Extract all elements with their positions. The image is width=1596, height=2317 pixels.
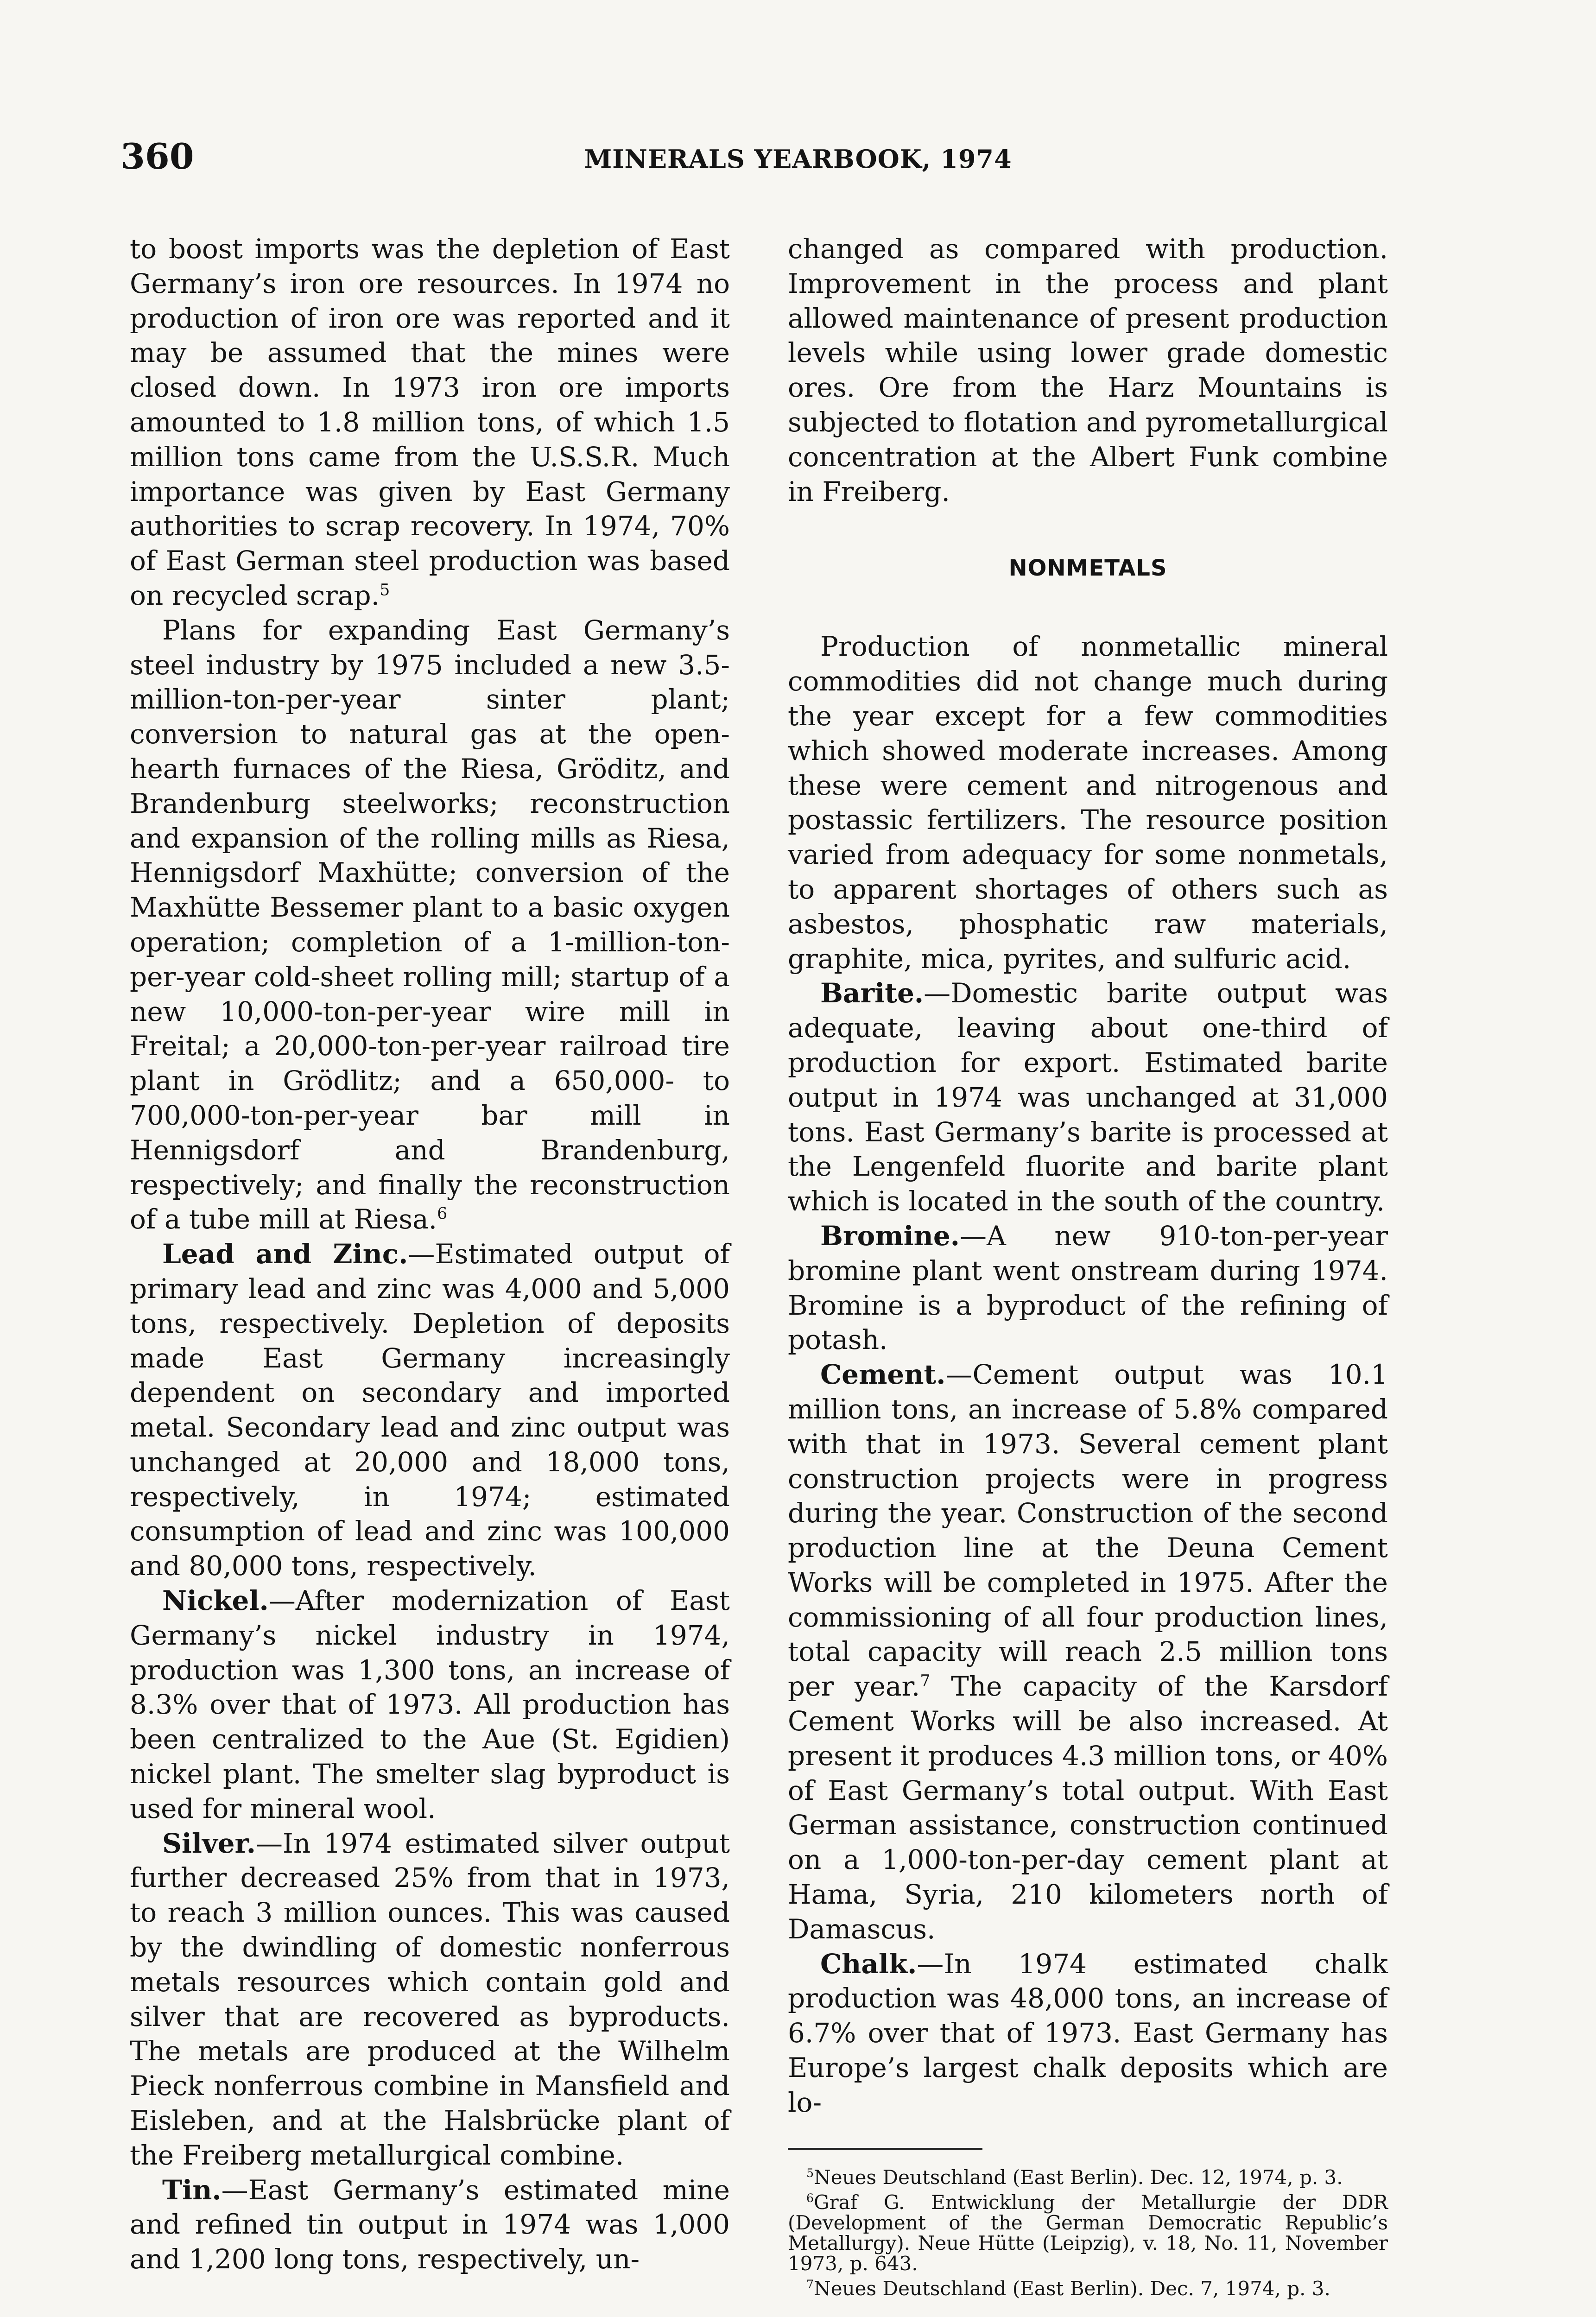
paragraph-text: —East Germany’s estimated mine and refined tin output in 1974 was 1,000 and 1,200 long tons, respectively, un- [130, 2174, 730, 2275]
left-column [130, 232, 730, 2277]
paragraph-nonmetals-overview [788, 629, 1388, 976]
paragraph-text: —Domestic barite output was adequate, leaving about one-third of production for export. Estimated barite output in 1974 was unchanged at 31,000 tons. East Germany’s barite is processed at the Lengenfeld fluorite and barite plant which is located in the south of the country. [788, 977, 1388, 1217]
run-in-heading: Nickel. [162, 1585, 269, 1617]
paragraph-text: —In 1974 estimated silver output further decreased 25% from that in 1973, to reach 3 million ounces. This was caused by the dwindling of domestic nonferrous metals resources which contain gold and silver that are recovered as byproducts. The metals are produced at the Wilhelm Pieck nonferrous combine in Mansfield and Eisleben, and at the Halsbrücke plant of the Freiberg metallurgical combine. [130, 1827, 730, 2171]
footnote-text: Graf G. Entwicklung der Metallurgie der DDR (Development of the German Democratic Republic’s Metallurgy). Neue Hütte (Leipzig), v. 18, No. 11, November 1973, p. 643. [788, 2190, 1388, 2275]
paragraph-text: Production of nonmetallic mineral commodities did not change much during the year except for a few commodities which showed moderate increases. Among these were cement and nitrogenous and postassic fertilizers. The resource position varied from adequacy for some nonmetals, to apparent shortages of others such as asbestos, phosphatic raw materials, graphite, mica, pyrites, and sulfuric acid. [788, 631, 1388, 975]
running-head [0, 0, 1596, 195]
paragraph-nickel [130, 1583, 730, 1826]
footnote-reference: 7 [920, 1671, 931, 1690]
paragraph-tin [130, 2173, 730, 2277]
footnote-mark: 5 [806, 2166, 814, 2180]
section-heading: NONMETALS [1008, 555, 1167, 582]
footnote [788, 2279, 1388, 2299]
paragraph-bromine [788, 1219, 1388, 1357]
footnote-reference: 5 [380, 581, 390, 600]
run-in-heading: Barite. [820, 977, 924, 1009]
paragraph-text: —After modernization of East Germany’s nickel industry in 1974, production was 1,300 tons, an increase of 8.3% over that of 1973. All production has been centralized to the Aue (St. Egidien) nickel plant. The smelter slag byproduct is used for mineral wool. [130, 1585, 730, 1824]
run-in-heading: Lead and Zinc. [162, 1238, 408, 1270]
run-in-heading: Bromine. [820, 1220, 960, 1252]
paragraph-iron-ore [130, 232, 730, 613]
paragraph-text: —Cement output was 10.1 million tons, an increase of 5.8% compared with that in 1973. Several cement plant construction projects were in progress during the year. Construction of the second production line at the Deuna Cement Works will be completed in 1975. After the commissioning of all four production lines, total capacity will reach 2.5 million tons per year. [788, 1359, 1388, 1703]
run-in-heading: Cement. [820, 1359, 946, 1391]
paragraph-text: changed as compared with production. Improvement in the process and plant allowed maintenance of present production levels while using lower grade domestic ores. Ore from the Harz Mountains is subjected to flotation and pyrometallurgical concentration at the Albert Funk combine in Freiberg. [788, 233, 1388, 507]
paragraph-text: to boost imports was the depletion of East Germany’s iron ore resources. In 1974 no production of iron ore was reported and it may be assumed that the mines were closed down. In 1973 iron ore imports amounted to 1.8 million tons, of which 1.5 million tons came from the U.S.S.R. Much importance was given by East Germany authorities to scrap recovery. In 1974, 70% of East German steel production was based on recycled scrap. [130, 233, 730, 611]
footnote-divider [788, 2148, 982, 2150]
run-in-heading: Silver. [162, 1827, 256, 1859]
paragraph-text: —Estimated output of primary lead and zinc was 4,000 and 5,000 tons, respectively. Depletion of deposits made East Germany increasingly dependent on secondary and imported metal. Secondary lead and zinc output was unchanged at 20,000 and 18,000 tons, respectively, in 1974; estimated consumption of lead and zinc was 100,000 and 80,000 tons, respectively. [130, 1238, 730, 1582]
paragraph-text: —In 1974 estimated chalk production was 48,000 tons, an increase of 6.7% over that of 1973. East Germany has Europe’s largest chalk deposits which are lo- [788, 1948, 1388, 2118]
paragraph-lead-zinc [130, 1237, 730, 1583]
footnote-mark: 7 [806, 2277, 814, 2291]
footnote-mark: 6 [806, 2191, 814, 2205]
paragraph-silver [130, 1826, 730, 2173]
footnote-reference: 6 [437, 1204, 448, 1223]
paragraph-chalk [788, 1947, 1388, 2120]
paragraph-text: Plans for expanding East Germany’s steel industry by 1975 included a new 3.5-million-ton-per-year sinter plant; conversion to natural gas at the open-hearth furnaces of the Riesa, Gröditz, and Brandenburg steelworks; reconstruction and expansion of the rolling mills as Riesa, Hennigsdorf Maxhütte; conversion of the Maxhütte Bessemer plant to a basic oxygen operation; completion of a 1-million-ton-per-year cold-sheet rolling mill; startup of a new 10,000-ton-per-year wire mill in Freital; a 20,000-ton-per-year railroad tire plant in Grödlitz; and a 650,000- to 700,000-ton-per-year bar mill in Hennigsdorf and Brandenburg, respectively; and finally the reconstruction of a tube mill at Riesa. [130, 614, 730, 1235]
run-in-heading: Tin. [162, 2174, 222, 2206]
footnote [788, 2167, 1388, 2188]
paragraph-text: —A new 910-ton-per-year bromine plant went onstream during 1974. Bromine is a byproduct of the refining of potash. [788, 1220, 1388, 1356]
footnote-text: Neues Deutschland (East Berlin). Dec. 12, 1974, p. 3. [814, 2165, 1343, 2189]
paragraph-steel-plans [130, 613, 730, 1237]
page-number: 360 [120, 136, 194, 177]
running-title: MINERALS YEARBOOK, 1974 [584, 144, 1012, 174]
paragraph-tin-continued [788, 232, 1388, 509]
paragraph-text: The capacity of the Karsdorf Cement Works will be also increased. At present it produces 4.3 million tons, or 40% of East Germany’s total output. With East German assistance, construction continued on a 1,000-ton-per-day cement plant at Hama, Syria, 210 kilometers north of Damascus. [788, 1671, 1388, 1945]
run-in-heading: Chalk. [820, 1948, 917, 1980]
paragraph-cement [788, 1357, 1388, 1947]
footnotes [788, 2167, 1388, 2299]
right-column [788, 232, 1388, 2304]
footnote-text: Neues Deutschland (East Berlin). Dec. 7, 1974, p. 3. [814, 2277, 1330, 2300]
footnote [788, 2192, 1388, 2274]
paragraph-barite [788, 976, 1388, 1219]
